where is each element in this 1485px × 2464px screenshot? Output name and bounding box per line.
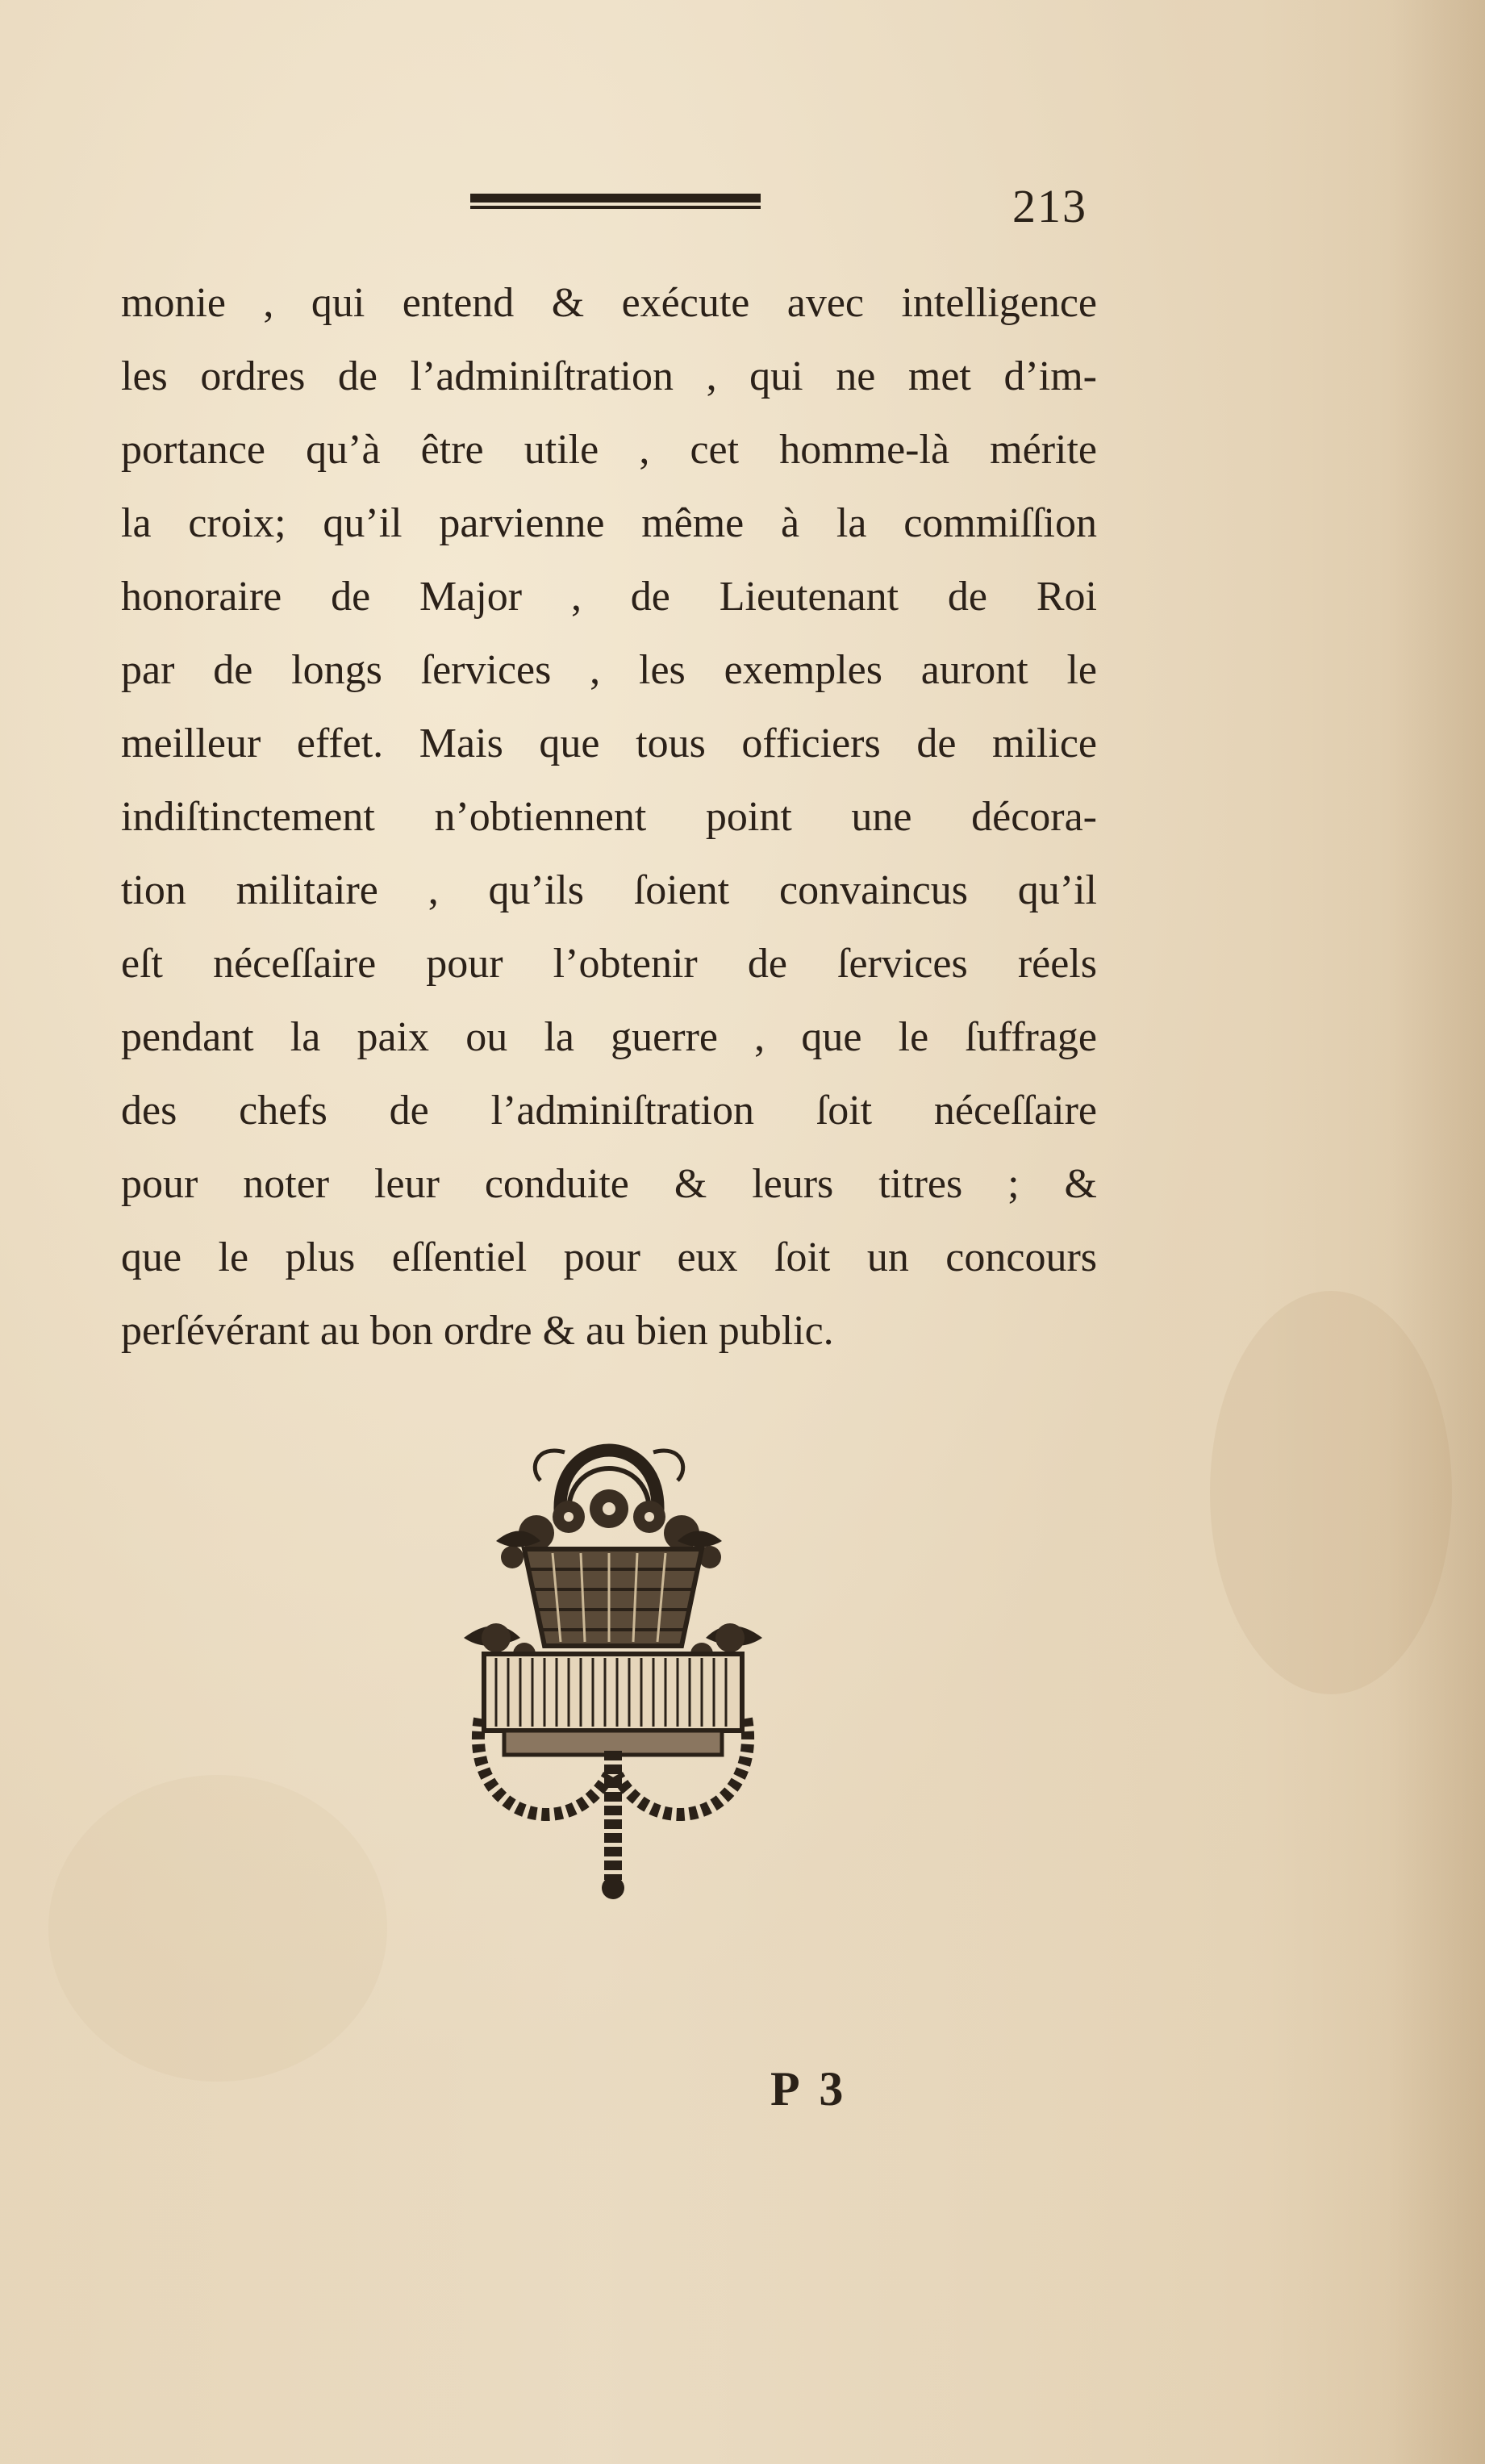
- text-line: perſévérant au bon ordre & au bien public.: [121, 1308, 834, 1354]
- text-line: pour noter leur conduite & leurs titres ; &: [121, 1161, 1097, 1207]
- text-line: tion militaire , qu’ils ſoient convaincus qu’il: [121, 867, 1097, 913]
- text-line: des chefs de l’adminiſtration ſoit néceſſaire: [121, 1088, 1097, 1134]
- text-line: la croix; qu’il parvienne même à la commiſſion: [121, 500, 1097, 546]
- header-rule: [470, 194, 761, 211]
- text-line: eſt néceſſaire pour l’obtenir de ſervices réels: [121, 941, 1097, 987]
- printer-signature-mark: P 3: [770, 2062, 849, 2115]
- text-line: pendant la paix ou la guerre , que le ſuffrage: [121, 1014, 1097, 1060]
- text-line: par de longs ſervices , les exemples auront le: [121, 647, 1097, 693]
- text-line: les ordres de l’adminiſtration , qui ne met d’im-: [121, 353, 1097, 399]
- page-number: 213: [1012, 180, 1087, 232]
- body-text: [121, 266, 1097, 1368]
- page-edge-shadow: [1388, 0, 1485, 2464]
- text-line: indiſtinctement n’obtiennent point une décora-: [121, 794, 1097, 840]
- paper-stain: [1210, 1291, 1452, 1694]
- text-line: portance qu’à être utile , cet homme-là mérite: [121, 427, 1097, 473]
- text-line: meilleur effet. Mais que tous officiers de milice: [121, 720, 1097, 766]
- text-line: honoraire de Major , de Lieutenant de Roi: [121, 574, 1097, 620]
- text-line: monie , qui entend & exécute avec intelligence: [121, 280, 1097, 326]
- paper-stain: [48, 1775, 387, 2082]
- text-line: que le plus eſſentiel pour eux ſoit un concours: [121, 1234, 1097, 1280]
- flower-basket-vignette-icon: [448, 1396, 778, 1912]
